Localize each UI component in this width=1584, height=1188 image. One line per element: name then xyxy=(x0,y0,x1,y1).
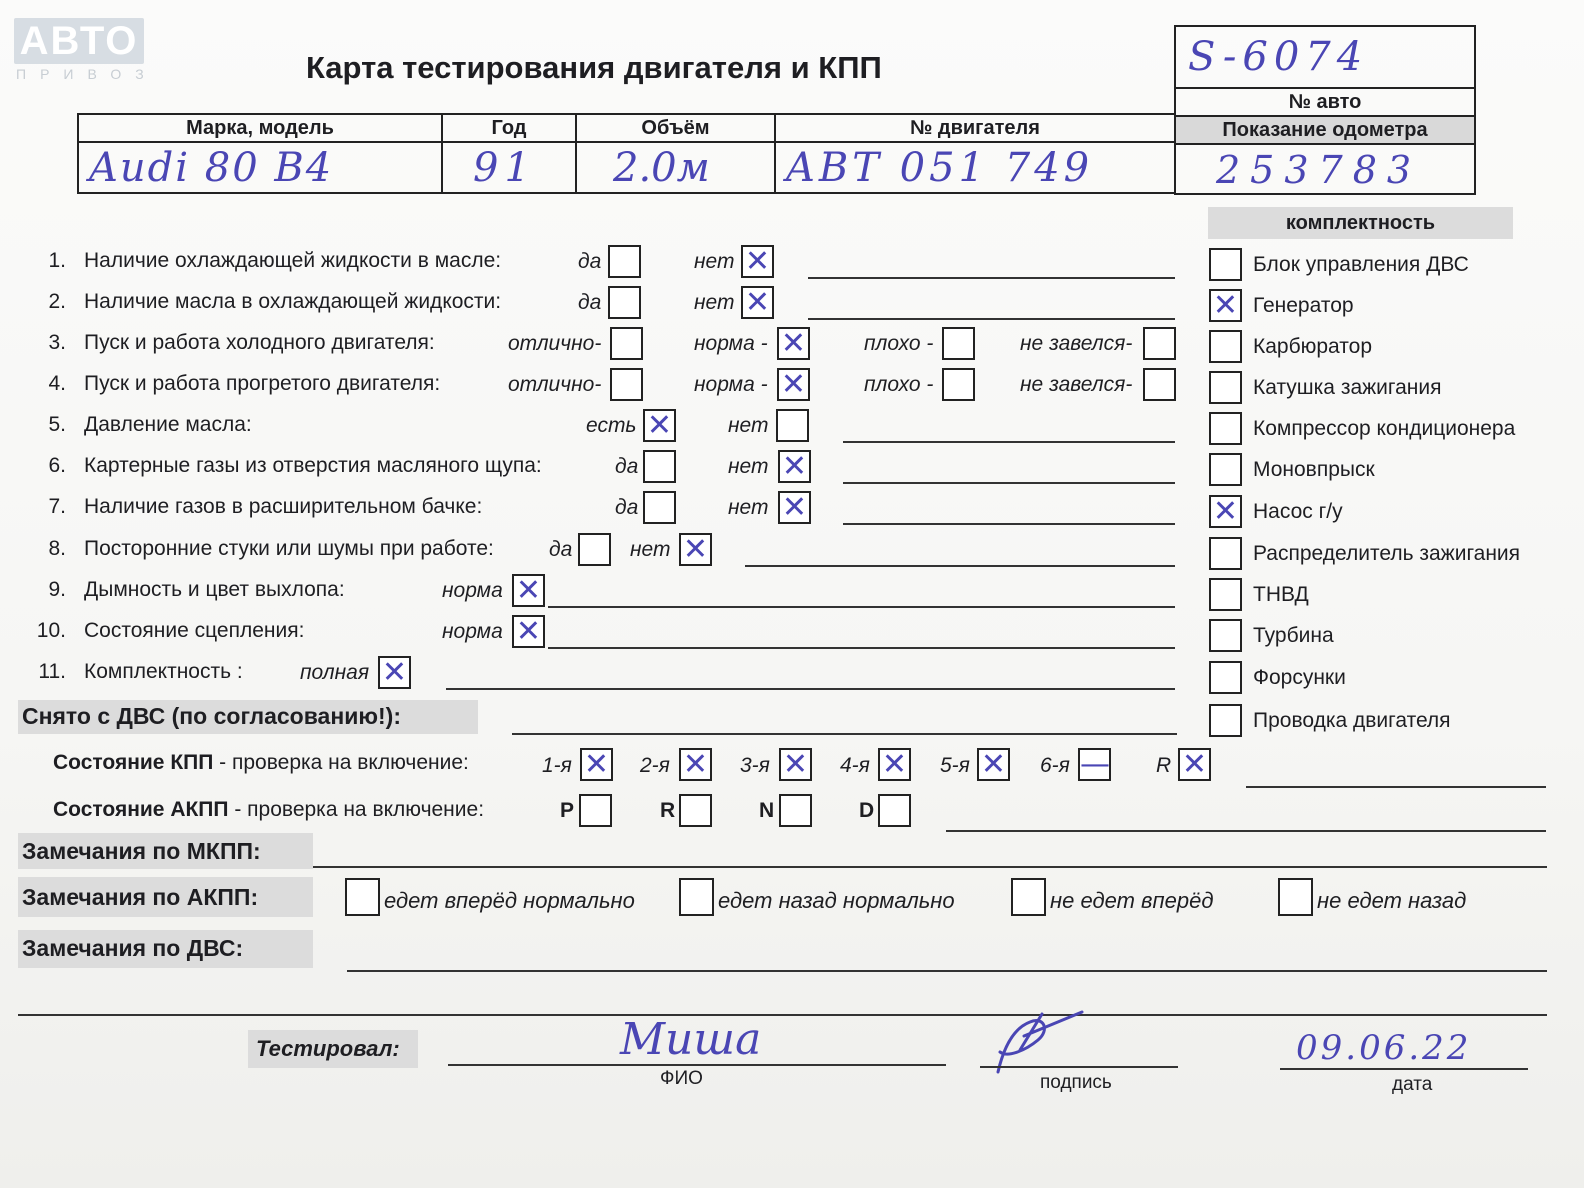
gear-checkbox[interactable] xyxy=(1078,748,1111,781)
komplektnost-item-label: Насос г/у xyxy=(1253,500,1343,523)
komplektnost-item-label: Блок управления ДВС xyxy=(1253,253,1469,276)
check-comment-line[interactable] xyxy=(548,647,1175,649)
check-box[interactable] xyxy=(679,533,712,566)
komplektnost-checkbox[interactable] xyxy=(1209,371,1242,404)
page-title: Карта тестирования двигателя и КПП xyxy=(306,50,882,85)
akpp-label-rest: - проверка на включение: xyxy=(228,798,485,821)
akpp-remarks-label: Замечания по АКПП: xyxy=(22,884,259,910)
check-label: Пуск и работа холодного двигателя: xyxy=(84,331,435,354)
check-number: 4. xyxy=(48,372,66,395)
check-box[interactable] xyxy=(610,327,643,360)
check-label: Дымность и цвет выхлопа: xyxy=(84,578,345,601)
akpp-label xyxy=(53,798,484,822)
check-label: Наличие охлаждающей жидкости в масле: xyxy=(84,249,502,272)
komplektnost-item-label: Карбюратор xyxy=(1253,335,1373,358)
gear-checkbox[interactable] xyxy=(977,748,1010,781)
check-option-label: да xyxy=(578,250,602,273)
signature-caption: подпись xyxy=(1040,1072,1112,1093)
date-value: 09.06.22 xyxy=(1296,1028,1472,1068)
akpp-remark-option-label: не едет вперёд xyxy=(1050,888,1214,913)
check-option-label: норма xyxy=(442,579,503,602)
gear-label: 5-я xyxy=(940,754,970,777)
engine-number-header: № двигателя xyxy=(774,113,1176,143)
check-box[interactable] xyxy=(608,286,641,319)
check-box[interactable] xyxy=(778,450,811,483)
check-box-mark: ✕ xyxy=(780,326,807,361)
komplektnost-item-label: Форсунки xyxy=(1253,666,1346,689)
removed-line[interactable] xyxy=(512,733,1177,735)
komplektnost-item-label: Катушка зажигания xyxy=(1253,376,1442,399)
kpp-label-bold: Состояние КПП xyxy=(53,751,214,774)
akpp-mode-label: R xyxy=(660,799,676,822)
check-label: Давление масла: xyxy=(84,413,252,436)
check-option-label: да xyxy=(549,538,573,561)
check-comment-line[interactable] xyxy=(548,606,1175,608)
check-option-label: да xyxy=(578,291,602,314)
check-option-label: да xyxy=(615,496,639,519)
gear-checkbox[interactable] xyxy=(779,748,812,781)
check-label: Пуск и работа прогретого двигателя: xyxy=(84,372,441,395)
check-comment-line[interactable] xyxy=(843,482,1175,484)
check-option-label: да xyxy=(615,455,639,478)
gear-label: R xyxy=(1156,754,1172,777)
check-box-mark: ✕ xyxy=(780,367,807,402)
check-option-label: нет xyxy=(694,291,735,314)
check-label: Наличие газов в расширительном бачке: xyxy=(84,495,483,518)
akpp-mode-checkbox[interactable] xyxy=(679,794,712,827)
dvs-remarks-line-2[interactable] xyxy=(18,1014,1547,1016)
komplektnost-checkbox[interactable] xyxy=(1209,330,1242,363)
check-box[interactable] xyxy=(608,245,641,278)
komplektnost-checkbox[interactable] xyxy=(1209,412,1242,445)
gear-label: 1-я xyxy=(542,754,572,777)
check-option-label: не завелся- xyxy=(1020,332,1133,355)
auto-number-cell[interactable] xyxy=(1174,25,1476,89)
volume-header: Объём xyxy=(575,113,776,143)
check-option-label: плохо - xyxy=(864,373,934,396)
check-option-label: отлично- xyxy=(508,373,602,396)
auto-number-value: S-6074 xyxy=(1188,34,1369,80)
check-label: Посторонние стуки или шумы при работе: xyxy=(84,537,494,560)
check-option-label: полная xyxy=(300,661,370,684)
mkpp-remarks-line[interactable] xyxy=(313,866,1547,868)
odometer-label: Показание одометра xyxy=(1174,115,1476,145)
komplektnost-item-label: Генератор xyxy=(1253,294,1354,317)
auto-number-label: № авто xyxy=(1174,87,1476,117)
check-label: Состояние сцепления: xyxy=(84,619,305,642)
check-label: Комплектность : xyxy=(84,660,243,683)
check-comment-line[interactable] xyxy=(446,688,1175,690)
kpp-line[interactable] xyxy=(1246,786,1546,788)
komplektnost-item-label: Распределитель зажигания xyxy=(1253,542,1521,565)
check-comment-line[interactable] xyxy=(745,565,1175,567)
odometer-field[interactable] xyxy=(1174,143,1476,195)
check-box[interactable] xyxy=(643,450,676,483)
akpp-remark-option-label: не едет назад xyxy=(1317,888,1467,913)
gear-label: 4-я xyxy=(840,754,870,777)
gear-checkbox[interactable] xyxy=(1178,748,1211,781)
komplektnost-checkbox[interactable] xyxy=(1209,537,1242,570)
engine-number-value: ABT 051 749 xyxy=(786,145,1094,191)
komplektnost-checkbox-mark: ✕ xyxy=(1212,288,1239,323)
komplektnost-checkbox[interactable] xyxy=(1209,578,1242,611)
check-number: 7. xyxy=(48,495,66,518)
gear-label: 2-я xyxy=(640,754,670,777)
akpp-remark-checkbox[interactable] xyxy=(345,878,380,916)
check-number: 8. xyxy=(48,537,66,560)
check-number: 2. xyxy=(48,290,66,313)
engine-number-field[interactable] xyxy=(774,141,1176,194)
gear-checkbox-mark: ✕ xyxy=(980,747,1007,782)
gear-checkbox[interactable] xyxy=(580,748,613,781)
komplektnost-checkbox[interactable] xyxy=(1209,289,1242,322)
kpp-label xyxy=(53,751,469,775)
komplektnost-item-label: Турбина xyxy=(1253,624,1334,647)
akpp-line[interactable] xyxy=(946,830,1546,832)
komplektnost-checkbox[interactable] xyxy=(1209,495,1242,528)
odometer-value: 253783 xyxy=(1216,148,1422,192)
dvs-remarks-label: Замечания по ДВС: xyxy=(22,935,244,961)
check-option-label: нет xyxy=(728,455,769,478)
kpp-label-rest: - проверка на включение: xyxy=(213,751,469,774)
check-comment-line[interactable] xyxy=(808,277,1175,279)
check-box[interactable] xyxy=(777,327,810,360)
check-box[interactable] xyxy=(610,368,643,401)
check-option-label: нет xyxy=(630,538,671,561)
check-comment-line[interactable] xyxy=(843,441,1175,443)
akpp-mode-checkbox[interactable] xyxy=(579,794,612,827)
komplektnost-checkbox[interactable] xyxy=(1209,453,1242,486)
check-box-mark: ✕ xyxy=(744,285,771,320)
komplektnost-item-label: Моновпрыск xyxy=(1253,458,1375,481)
akpp-mode-label: P xyxy=(560,799,575,822)
dvs-remarks-line-1[interactable] xyxy=(347,970,1547,972)
check-option-label: норма - xyxy=(694,373,768,396)
check-number: 9. xyxy=(48,578,66,601)
check-box[interactable] xyxy=(777,368,810,401)
gear-label: 3-я xyxy=(740,754,770,777)
volume-field[interactable] xyxy=(575,141,776,194)
make-model-field[interactable] xyxy=(77,141,443,194)
make-model-value: Audi 80 B4 xyxy=(89,145,334,191)
check-option-label: есть xyxy=(586,414,637,437)
check-option-label: плохо - xyxy=(864,332,934,355)
akpp-mode-checkbox[interactable] xyxy=(878,794,911,827)
komplektnost-item-label: Проводка двигателя xyxy=(1253,709,1451,732)
check-box[interactable] xyxy=(741,245,774,278)
check-box[interactable] xyxy=(643,409,676,442)
year-header: Год xyxy=(441,113,577,143)
check-box[interactable] xyxy=(512,615,545,648)
gear-checkbox-mark: ✕ xyxy=(583,747,610,782)
check-box[interactable] xyxy=(741,286,774,319)
date-line[interactable] xyxy=(1280,1068,1528,1070)
check-box[interactable] xyxy=(778,491,811,524)
akpp-mode-label: D xyxy=(859,799,875,822)
check-box-mark: ✕ xyxy=(744,244,771,279)
komplektnost-title: комплектность xyxy=(1285,212,1436,234)
check-box-mark: ✕ xyxy=(515,573,542,608)
akpp-remark-checkbox[interactable] xyxy=(1278,878,1313,916)
check-number: 3. xyxy=(48,331,66,354)
akpp-mode-label: N xyxy=(759,799,775,822)
year-value: 91 xyxy=(473,145,536,191)
akpp-remark-checkbox[interactable] xyxy=(679,878,714,916)
check-box[interactable] xyxy=(512,574,545,607)
check-number: 10. xyxy=(36,619,66,642)
check-number: 1. xyxy=(48,249,66,272)
date-caption: дата xyxy=(1392,1074,1433,1095)
check-number: 11. xyxy=(38,660,66,683)
check-option-label: норма xyxy=(442,620,503,643)
tester-name-value: Миша xyxy=(620,1014,762,1065)
gear-checkbox-mark: ✕ xyxy=(1181,747,1208,782)
check-label: Наличие масла в охлаждающей жидкости: xyxy=(84,290,502,313)
check-box[interactable] xyxy=(776,409,809,442)
gear-checkbox-mark: — xyxy=(1080,747,1110,782)
check-box[interactable] xyxy=(942,368,975,401)
check-box[interactable] xyxy=(578,533,611,566)
gear-label: 6-я xyxy=(1040,754,1070,777)
check-option-label: нет xyxy=(694,250,735,273)
check-option-label: нет xyxy=(728,496,769,519)
check-label: Картерные газы из отверстия масляного щупа: xyxy=(84,454,542,477)
check-comment-line[interactable] xyxy=(843,523,1175,525)
gear-checkbox-mark: ✕ xyxy=(881,747,908,782)
komplektnost-item-label: Компрессор кондиционера xyxy=(1253,417,1516,440)
check-option-label: норма - xyxy=(694,332,768,355)
check-box[interactable] xyxy=(1143,327,1176,360)
komplektnost-checkbox[interactable] xyxy=(1209,248,1242,281)
komplektnost-checkbox[interactable] xyxy=(1209,704,1242,737)
removed-label: Снято с ДВС (по согласованию!): xyxy=(22,703,401,729)
check-option-label: отлично- xyxy=(508,332,602,355)
komplektnost-checkbox[interactable] xyxy=(1209,661,1242,694)
komplektnost-checkbox[interactable] xyxy=(1209,619,1242,652)
signature-line[interactable] xyxy=(980,1066,1178,1068)
komplektnost-item-label: ТНВД xyxy=(1253,583,1309,606)
check-box[interactable] xyxy=(378,656,411,689)
check-box-mark: ✕ xyxy=(781,449,808,484)
check-comment-line[interactable] xyxy=(808,318,1175,320)
avto-logo-subtitle: ПРИВОЗ xyxy=(16,66,158,82)
gear-checkbox[interactable] xyxy=(878,748,911,781)
check-number: 6. xyxy=(48,454,66,477)
check-box[interactable] xyxy=(942,327,975,360)
signature-image xyxy=(984,1006,1104,1080)
name-line[interactable] xyxy=(448,1064,946,1066)
volume-value: 2.0м xyxy=(613,145,710,191)
check-box-mark: ✕ xyxy=(381,655,408,690)
make-model-header: Марка, модель xyxy=(77,113,443,143)
komplektnost-checkbox-mark: ✕ xyxy=(1212,494,1239,529)
check-box-mark: ✕ xyxy=(682,532,709,567)
avto-logo: АВТО xyxy=(14,18,144,64)
gear-checkbox-mark: ✕ xyxy=(782,747,809,782)
check-box[interactable] xyxy=(643,491,676,524)
name-caption: ФИО xyxy=(660,1068,703,1089)
check-option-label: не завелся- xyxy=(1020,373,1133,396)
mkpp-remarks-label: Замечания по МКПП: xyxy=(22,838,261,864)
akpp-remark-option-label: едет назад нормально xyxy=(718,888,955,913)
check-box[interactable] xyxy=(1143,368,1176,401)
akpp-remark-option-label: едет вперёд нормально xyxy=(384,888,635,913)
gear-checkbox[interactable] xyxy=(679,748,712,781)
check-option-label: нет xyxy=(728,414,769,437)
akpp-remark-checkbox[interactable] xyxy=(1011,878,1046,916)
akpp-mode-checkbox[interactable] xyxy=(779,794,812,827)
check-box-mark: ✕ xyxy=(646,408,673,443)
akpp-label-bold: Состояние АКПП xyxy=(53,798,229,821)
check-box-mark: ✕ xyxy=(781,490,808,525)
check-number: 5. xyxy=(48,413,66,436)
check-box-mark: ✕ xyxy=(515,614,542,649)
tested-label: Тестировал: xyxy=(256,1036,400,1061)
gear-checkbox-mark: ✕ xyxy=(682,747,709,782)
year-field[interactable] xyxy=(441,141,577,194)
